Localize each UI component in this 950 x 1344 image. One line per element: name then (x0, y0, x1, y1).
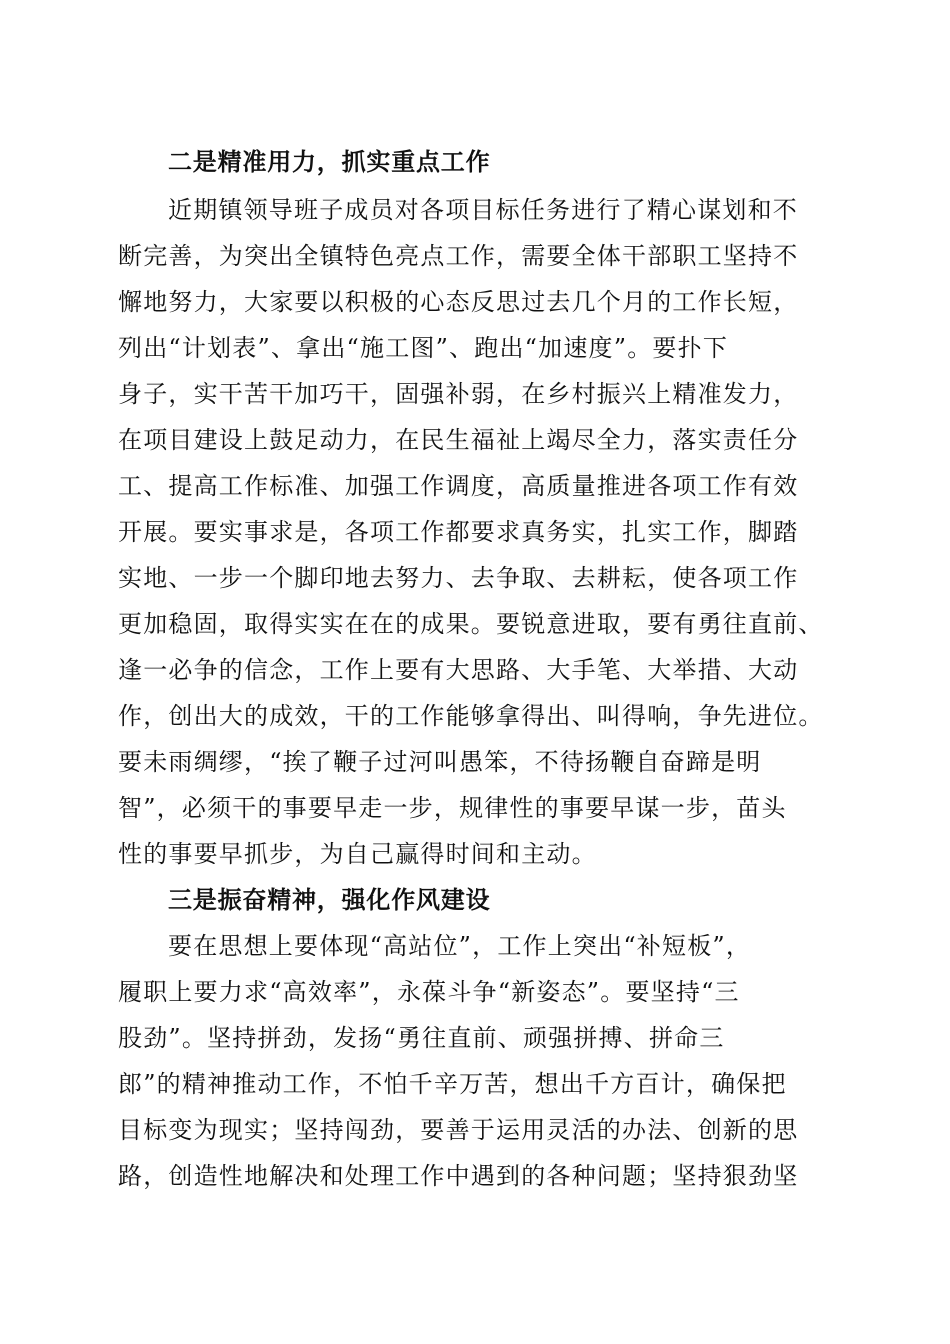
paragraph-line: 履职上要力求“高效率”，永葆斗争“新姿态”。要坚持“三 (118, 978, 740, 1006)
paragraph-line: 智”，必须干的事要早走一步，规律性的事要早谋一步，苗头 (118, 794, 787, 822)
paragraph-line: 身子，实干苦干加巧干，固强补弱，在乡村振兴上精准发力， (118, 380, 799, 408)
paragraph-line: 股劲”。坚持拼劲，发扬“勇往直前、顽强拼搏、拼命三 (118, 1024, 725, 1052)
paragraph-line: 实地、一步一个脚印地去努力、去争取、去耕耘，使各项工作 (118, 564, 799, 592)
paragraph-line: 要在思想上要体现“高站位”，工作上突出“补短板”， (168, 932, 752, 960)
paragraph-line: 近期镇领导班子成员对各项目标任务进行了精心谋划和不 (168, 196, 798, 224)
section-heading-3: 三是振奋精神，强化作风建设 (168, 886, 491, 914)
paragraph-line: 列出“计划表”、拿出“施工图”、跑出“加速度”。要扑下 (118, 334, 729, 362)
paragraph-line: 目标变为现实；坚持闯劲，要善于运用灵活的办法、创新的思 (118, 1116, 799, 1144)
paragraph-line: 性的事要早抓步，为自己赢得时间和主动。 (118, 840, 597, 868)
paragraph-line: 作，创出大的成效，干的工作能够拿得出、叫得响，争先进位。 (118, 702, 824, 730)
section-heading-2: 二是精准用力，抓实重点工作 (168, 148, 491, 176)
paragraph-line: 断完善，为突出全镇特色亮点工作，需要全体干部职工坚持不 (118, 242, 799, 270)
paragraph-line: 郎”的精神推动工作，不怕千辛万苦，想出千方百计，确保把 (118, 1070, 787, 1098)
paragraph-line: 要未雨绸缪，“挨了鞭子过河叫愚笨，不待扬鞭自奋蹄是明 (118, 748, 762, 776)
paragraph-line: 工、提高工作标准、加强工作调度，高质量推进各项工作有效 (118, 472, 799, 500)
paragraph-line: 更加稳固，取得实实在在的成果。要锐意进取，要有勇往直前、 (118, 610, 824, 638)
paragraph-line: 开展。要实事求是，各项工作都要求真务实，扎实工作，脚踏 (118, 518, 799, 546)
paragraph-line: 在项目建设上鼓足动力，在民生福祉上竭尽全力，落实责任分 (118, 426, 799, 454)
paragraph-line: 逢一必争的信念，工作上要有大思路、大手笔、大举措、大动 (118, 656, 799, 684)
paragraph-line: 路，创造性地解决和处理工作中遇到的各种问题；坚持狠劲坚 (118, 1162, 799, 1190)
paragraph-line: 懈地努力，大家要以积极的心态反思过去几个月的工作长短， (118, 288, 799, 316)
